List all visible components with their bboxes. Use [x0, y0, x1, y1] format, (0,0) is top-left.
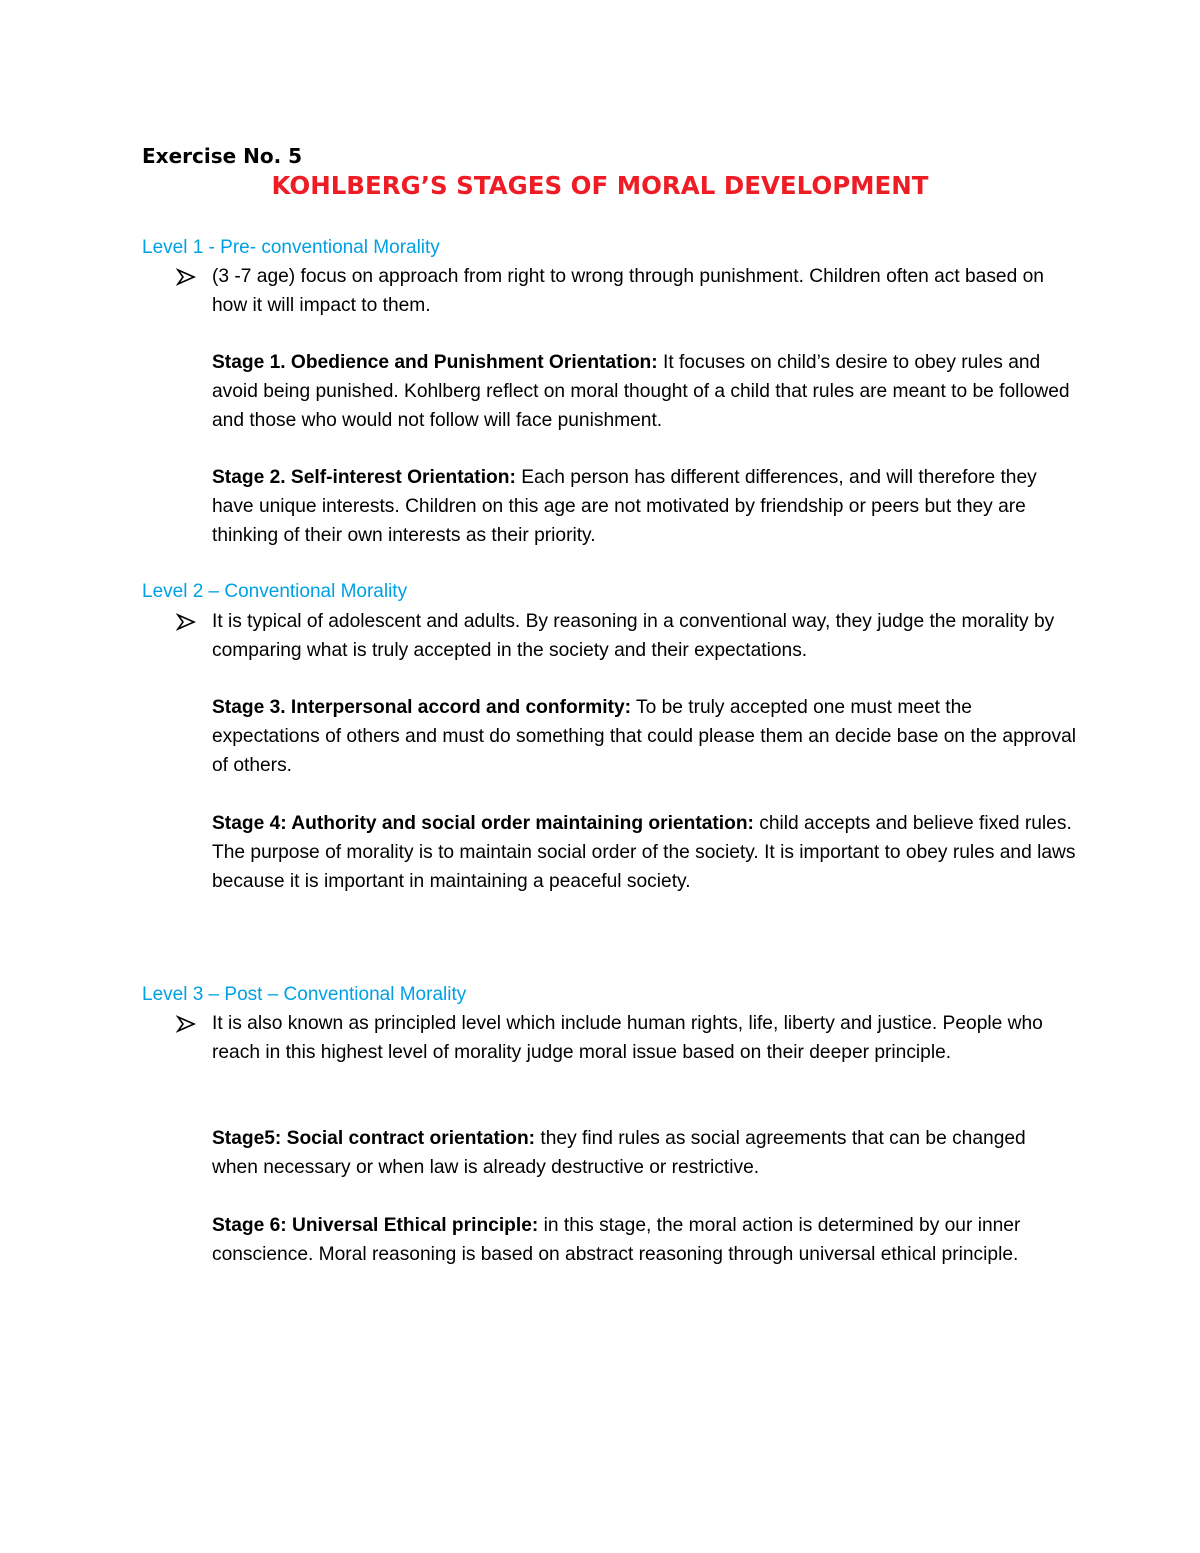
stage-6-text: in this stage, the moral action is determined by our inner conscience. Moral reasoning is based on abstract reasoning through universal ethical principle.	[212, 1215, 1021, 1265]
stage-1-paragraph	[212, 348, 1076, 435]
stage-3-text: To be truly accepted one must meet the expectations of others and must do something that could please them an decide base on the approval of others.	[212, 697, 1076, 776]
arrow-bullet-icon	[176, 1015, 196, 1033]
stage-1-text: It focuses on child’s desire to obey rules and avoid being punished. Kohlberg reflect on moral thought of a child that rules are meant to be followed and those who would not follow will face punishment.	[212, 352, 1070, 431]
level-3-bullet-text: It is also known as principled level which include human rights, life, liberty and justice. People who reach in this highest level of morality judge moral issue based on their deeper principle.	[212, 1013, 1043, 1063]
stage-2-title: Stage 2. Self-interest Orientation:	[212, 467, 516, 488]
exercise-label: Exercise No. 5	[142, 144, 303, 168]
stage-6-title: Stage 6: Universal Ethical principle:	[212, 1215, 539, 1236]
stage-3-paragraph	[212, 693, 1076, 780]
stage-2-text: Each person has different differences, and will therefore they have unique interests. Children on this age are not motivated by friendship or peers but they are thinking of their own interests as their priority.	[212, 467, 1037, 546]
level-3-heading: Level 3 – Post – Conventional Morality	[142, 984, 467, 1005]
stage-6-paragraph	[212, 1211, 1076, 1269]
arrow-bullet-icon	[176, 613, 196, 631]
stage-3-title: Stage 3. Interpersonal accord and conformity:	[212, 697, 632, 718]
level-1-bullet-text: (3 -7 age) focus on approach from right to wrong through punishment. Children often act based on how it will impact to them.	[212, 266, 1044, 316]
stage-5-paragraph	[212, 1124, 1076, 1182]
stage-5-text: they find rules as social agreements that can be changed when necessary or when law is already destructive or restrictive.	[212, 1128, 1026, 1178]
stage-5-title: Stage5: Social contract orientation:	[212, 1128, 536, 1149]
level-1-heading: Level 1 - Pre- conventional Morality	[142, 237, 440, 258]
stage-4-title: Stage 4: Authority and social order maintaining orientation:	[212, 813, 754, 834]
level-2-bullet-text: It is typical of adolescent and adults. By reasoning in a conventional way, they judge the morality by comparing what is truly accepted in the society and their expectations.	[212, 611, 1055, 661]
stage-4-paragraph	[212, 809, 1076, 896]
level-2-heading: Level 2 – Conventional Morality	[142, 581, 408, 602]
stage-4-text: child accepts and believe fixed rules. The purpose of morality is to maintain social order of the society. It is important to obey rules and laws because it is important in maintaining a peaceful society.	[212, 813, 1076, 892]
arrow-bullet-icon	[176, 268, 196, 286]
stage-1-title: Stage 1. Obedience and Punishment Orientation:	[212, 352, 658, 373]
stage-2-paragraph	[212, 463, 1076, 550]
page-title: KOHLBERG’S STAGES OF MORAL DEVELOPMENT	[271, 171, 929, 200]
level-2-bullet	[176, 607, 1076, 665]
level-1-bullet	[176, 262, 1076, 320]
level-3-bullet	[176, 1009, 1076, 1067]
